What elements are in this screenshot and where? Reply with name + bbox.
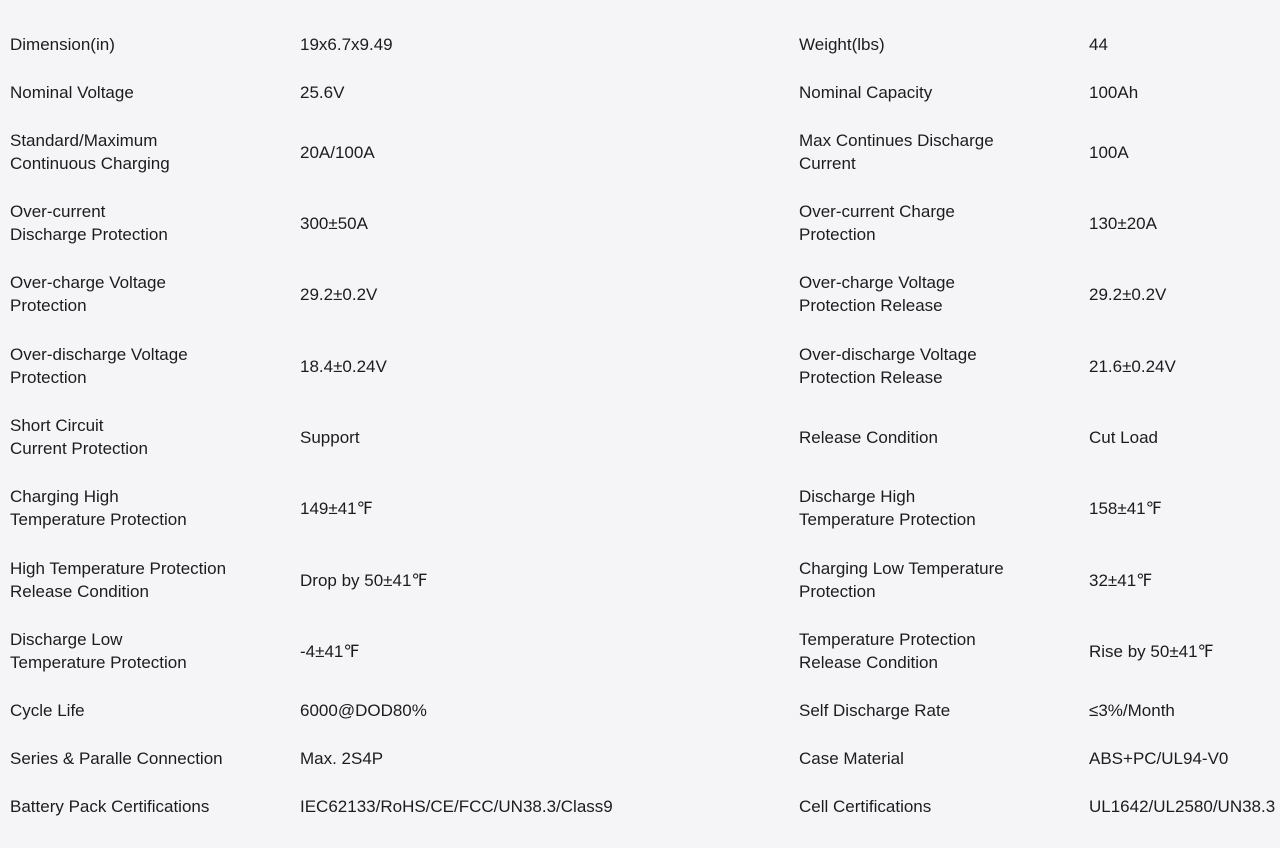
- spec-label: Cycle Life: [10, 701, 85, 720]
- spec-value: 29.2±0.2V: [1089, 285, 1167, 304]
- spec-row: [0, 698, 1280, 722]
- spec-row: [0, 128, 1280, 176]
- spec-value: 130±20A: [1089, 214, 1157, 233]
- spec-label: Case Material: [799, 749, 904, 768]
- spec-label: Release Condition: [799, 428, 938, 447]
- spec-label: Over-charge Voltage Protection: [10, 273, 166, 315]
- spec-row: [0, 80, 1280, 104]
- spec-label: Cell Certifications: [799, 797, 932, 816]
- spec-value: 29.2±0.2V: [300, 285, 378, 304]
- spec-label: Temperature Protection Release Condition: [799, 630, 976, 672]
- spec-label: Discharge Low Temperature Protection: [10, 630, 187, 672]
- spec-label: Standard/Maximum Continuous Charging: [10, 131, 170, 173]
- spec-label: Weight(lbs): [799, 35, 885, 54]
- spec-value: 44: [1089, 35, 1108, 54]
- spec-label: High Temperature Protection Release Condition: [10, 559, 227, 601]
- spec-label: Charging Low Temperature Protection: [799, 559, 1004, 601]
- spec-value: 18.4±0.24V: [300, 357, 387, 376]
- spec-label: Over-current Charge Protection: [799, 202, 955, 244]
- spec-label: Dimension(in): [10, 35, 115, 54]
- spec-row: [0, 413, 1280, 461]
- spec-value: 158±41℉: [1089, 499, 1162, 518]
- spec-value: 32±41℉: [1089, 571, 1153, 590]
- spec-value: 6000@DOD80%: [300, 701, 427, 720]
- spec-value: -4±41℉: [300, 642, 360, 661]
- spec-value: 21.6±0.24V: [1089, 357, 1176, 376]
- spec-value: UL1642/UL2580/UN38.3: [1089, 797, 1276, 816]
- spec-row: [0, 270, 1280, 318]
- spec-value: 300±50A: [300, 214, 368, 233]
- spec-row: [0, 199, 1280, 247]
- spec-label: Self Discharge Rate: [799, 701, 951, 720]
- spec-value: 149±41℉: [300, 499, 373, 518]
- spec-value: Rise by 50±41℉: [1089, 642, 1214, 661]
- spec-value: 20A/100A: [300, 143, 375, 162]
- spec-row: [0, 794, 1280, 818]
- spec-row: [0, 342, 1280, 390]
- spec-row: [0, 556, 1280, 604]
- spec-label: Over-charge Voltage Protection Release: [799, 273, 955, 315]
- spec-value: IEC62133/RoHS/CE/FCC/UN38.3/Class9: [300, 797, 613, 816]
- spec-row: [0, 627, 1280, 675]
- spec-value: Cut Load: [1089, 428, 1158, 447]
- spec-value: 100A: [1089, 143, 1129, 162]
- spec-label: Discharge High Temperature Protection: [799, 487, 976, 529]
- spec-value: Drop by 50±41℉: [300, 571, 428, 590]
- spec-value: ≤3%/Month: [1089, 701, 1175, 720]
- spec-label: Over-discharge Voltage Protection: [10, 345, 188, 387]
- spec-label: Over-current Discharge Protection: [10, 202, 168, 244]
- spec-row: [0, 484, 1280, 532]
- spec-label: Max Continues Discharge Current: [799, 131, 994, 173]
- spec-label: Short Circuit Current Protection: [10, 416, 148, 458]
- spec-value: 100Ah: [1089, 83, 1139, 102]
- spec-label: Battery Pack Certifications: [10, 797, 210, 816]
- spec-value: 19x6.7x9.49: [300, 35, 393, 54]
- spec-label: Series & Paralle Connection: [10, 749, 223, 768]
- spec-label: Charging High Temperature Protection: [10, 487, 187, 529]
- spec-label: Nominal Capacity: [799, 83, 933, 102]
- spec-value: Support: [300, 428, 360, 447]
- spec-label: Nominal Voltage: [10, 83, 134, 102]
- spec-value: Max. 2S4P: [300, 749, 384, 768]
- spec-row: [0, 746, 1280, 770]
- spec-value: 25.6V: [300, 83, 345, 102]
- spec-label: Over-discharge Voltage Protection Release: [799, 345, 977, 387]
- spec-value: ABS+PC/UL94-V0: [1089, 749, 1229, 768]
- spec-row: [0, 32, 1280, 56]
